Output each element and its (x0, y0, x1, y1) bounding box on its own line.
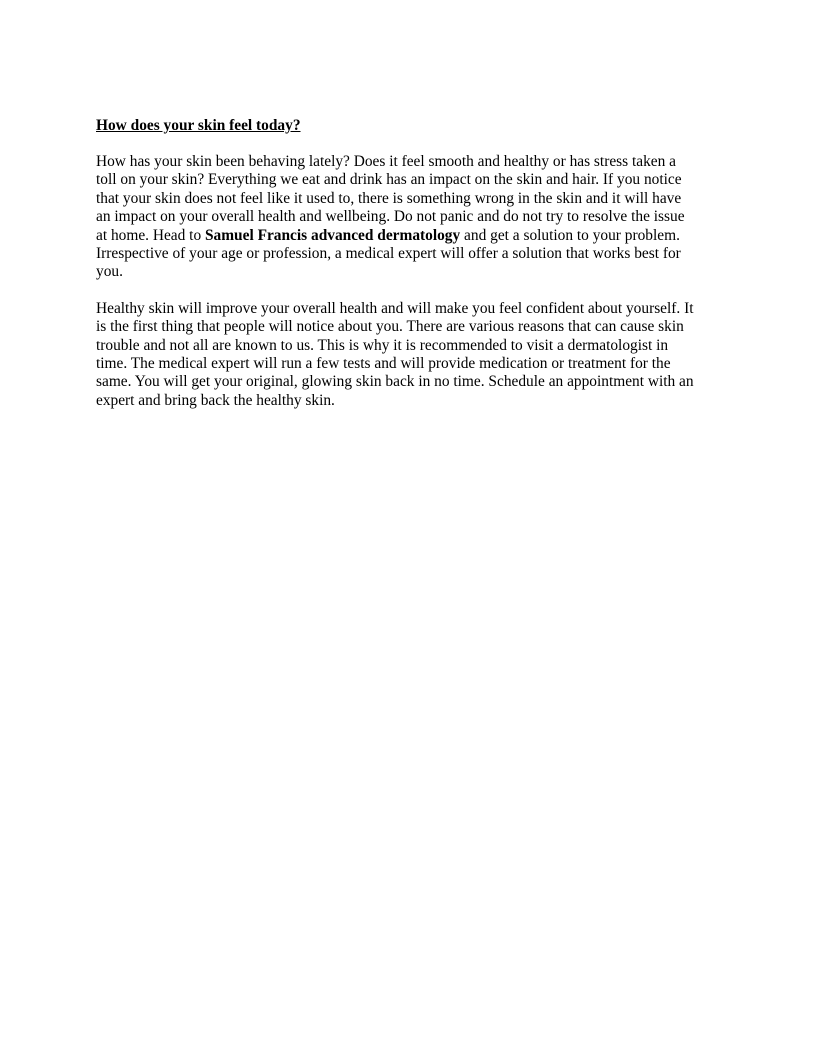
paragraph-line: How has your skin been behaving lately? Does it feel smooth and healthy or has stress taken a (96, 153, 676, 170)
paragraph-line: same. You will get your original, glowing skin back in no time. Schedule an appointment with an (96, 373, 694, 391)
document-page (96, 117, 724, 410)
paragraph-line: trouble and not all are known to us. This is why it is recommended to visit a dermatologist in (96, 336, 669, 354)
paragraph-line: you. (96, 263, 123, 281)
paragraph-line: expert and bring back the healthy skin. (96, 391, 335, 409)
paragraph-line: that your skin does not feel like it used to, there is something wrong in the skin and it will have (96, 189, 682, 207)
paragraph-line: toll on your skin? Everything we eat and drink has an impact on the skin and hair. If you notice (96, 171, 682, 189)
paragraph-line: time. The medical expert will run a few tests and will provide medication or treatment for the (96, 355, 671, 373)
line-text: at home. Head to (96, 226, 205, 244)
paragraph-intro (96, 153, 724, 282)
paragraph-healthy-skin (96, 300, 724, 410)
line-text: and get a solution to your problem. (460, 226, 680, 244)
paragraph-line: Healthy skin will improve your overall health and will make you feel confident about yourself. It (96, 299, 694, 317)
paragraph-line: Irrespective of your age or profession, a medical expert will offer a solution that works best for (96, 245, 681, 263)
paragraph-line (96, 227, 724, 245)
paragraph-line: is the first thing that people will notice about you. There are various reasons that can cause skin (96, 318, 684, 336)
clinic-name: Samuel Francis advanced dermatology (204, 226, 461, 244)
page-heading: How does your skin feel today? (96, 117, 301, 134)
paragraph-line: an impact on your overall health and wellbeing. Do not panic and do not try to resolve the issue (96, 208, 685, 226)
